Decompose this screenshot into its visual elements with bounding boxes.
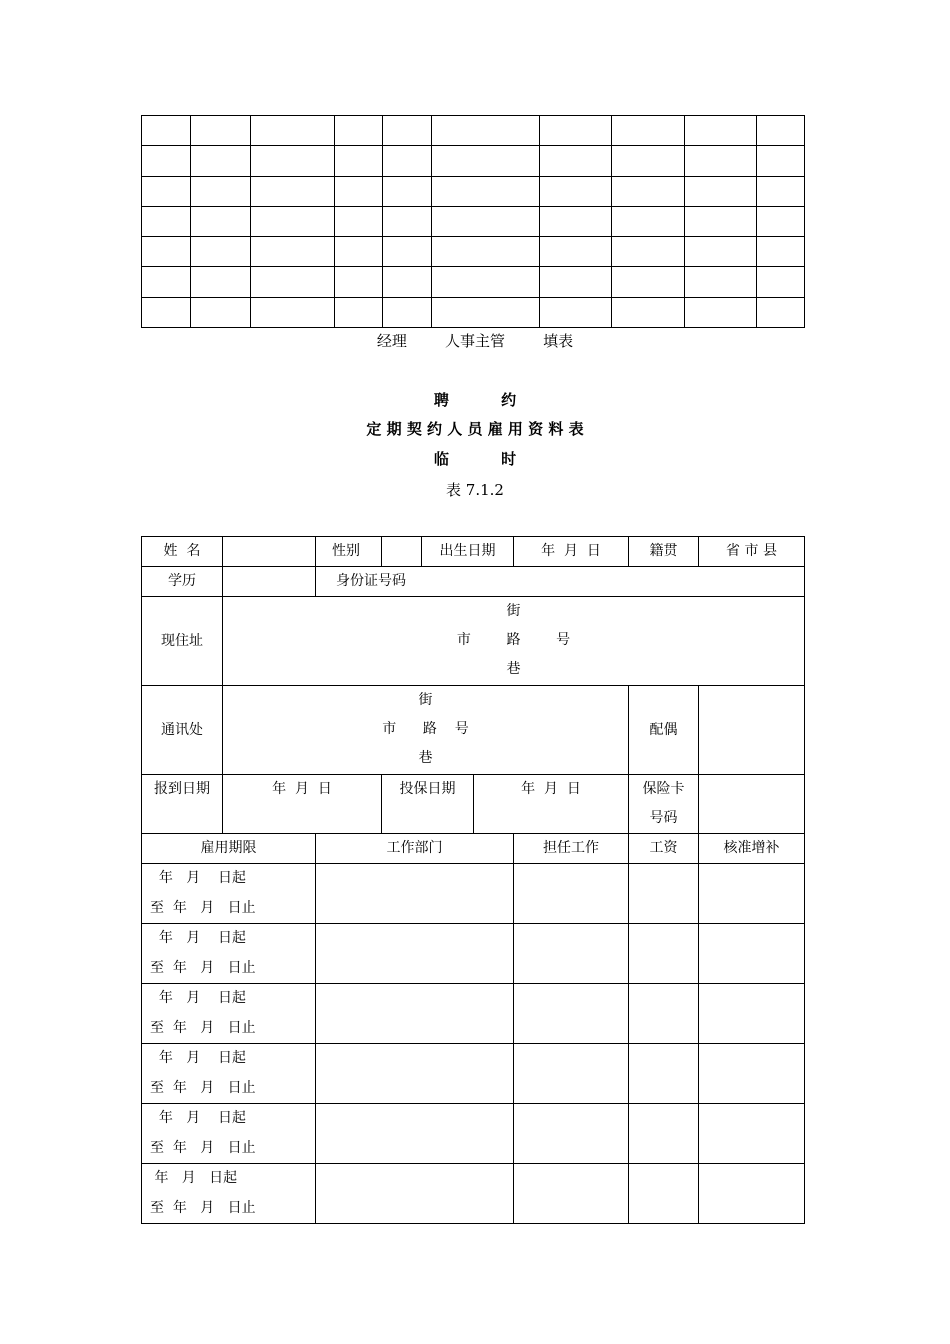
period-from: 年 月 日起: [150, 990, 247, 1006]
top-grid-cell[interactable]: [685, 176, 757, 206]
contact-street: 街: [418, 692, 433, 708]
top-grid-cell[interactable]: [383, 116, 432, 146]
top-grid-cell[interactable]: [685, 116, 757, 146]
contact-city-road: 市 路 号: [382, 721, 469, 737]
job-cell[interactable]: [514, 984, 629, 1044]
top-grid-cell[interactable]: [432, 146, 540, 176]
gender-label: 性别: [316, 537, 382, 567]
salary-cell[interactable]: [629, 1164, 699, 1224]
contact-lane: 巷: [418, 750, 433, 766]
insurance-card-label-line2: 号码: [649, 810, 678, 826]
department-cell[interactable]: [316, 924, 514, 984]
report-date-field[interactable]: 年 月 日: [223, 775, 382, 834]
native-place-field[interactable]: 省 市 县: [699, 537, 805, 567]
approval-cell[interactable]: [699, 1104, 805, 1164]
signature-line: 经理 人事主管 填表: [376, 332, 574, 350]
gender-field[interactable]: [382, 537, 422, 567]
salary-cell[interactable]: [629, 1044, 699, 1104]
top-grid-cell[interactable]: [142, 146, 191, 176]
department-cell[interactable]: [316, 864, 514, 924]
top-grid-cell[interactable]: [383, 176, 432, 206]
top-grid-cell[interactable]: [432, 116, 540, 146]
top-grid-cell[interactable]: [612, 237, 685, 267]
top-grid-cell[interactable]: [142, 267, 191, 297]
period-to: 至 年 月 日止: [150, 959, 256, 976]
top-grid-cell[interactable]: [383, 206, 432, 236]
department-cell[interactable]: [316, 1164, 514, 1224]
top-grid-cell[interactable]: [757, 237, 805, 267]
top-grid-cell[interactable]: [540, 237, 612, 267]
report-date-label: 报到日期: [142, 775, 223, 834]
top-grid-cell[interactable]: [383, 237, 432, 267]
address-lane: 巷: [506, 661, 521, 677]
address-label: 现住址: [142, 597, 223, 686]
period-to: 至 年 月 日止: [150, 1139, 256, 1156]
name-field[interactable]: [223, 537, 316, 567]
contact-label: 通讯处: [142, 686, 223, 775]
employment-period-row: [142, 924, 805, 984]
top-grid-cell[interactable]: [432, 267, 540, 297]
approval-header: 核准增补: [699, 834, 805, 864]
insure-date-field[interactable]: 年 月 日: [474, 775, 629, 834]
job-cell[interactable]: [514, 924, 629, 984]
top-grid-cell[interactable]: [335, 267, 383, 297]
top-grid-cell[interactable]: [685, 267, 757, 297]
top-grid-cell[interactable]: [540, 206, 612, 236]
top-grid-cell[interactable]: [191, 146, 251, 176]
job-header: 担任工作: [514, 834, 629, 864]
top-grid-table: [141, 115, 805, 328]
top-grid-cell[interactable]: [251, 237, 335, 267]
top-grid-row: [142, 176, 805, 206]
employment-period-row: [142, 864, 805, 924]
top-grid-cell[interactable]: [251, 206, 335, 236]
top-grid-cell[interactable]: [383, 146, 432, 176]
education-label: 学历: [142, 567, 223, 597]
approval-cell[interactable]: [699, 1044, 805, 1104]
period-to: 至 年 月 日止: [150, 1199, 256, 1216]
name-label: 姓 名: [142, 537, 223, 567]
top-grid-cell[interactable]: [335, 146, 383, 176]
period-from: 年 月 日起: [150, 1050, 247, 1066]
period-to: 至 年 月 日止: [150, 899, 256, 916]
top-grid-cell[interactable]: [191, 116, 251, 146]
top-grid-cell[interactable]: [540, 146, 612, 176]
birth-label: 出生日期: [422, 537, 514, 567]
period-to: 至 年 月 日止: [150, 1079, 256, 1096]
insurance-card-label-line1: 保险卡: [642, 781, 685, 797]
spouse-label: 配偶: [629, 686, 699, 775]
insure-date-label: 投保日期: [382, 775, 474, 834]
top-grid-cell[interactable]: [383, 267, 432, 297]
top-grid-cell[interactable]: [142, 116, 191, 146]
top-grid-cell[interactable]: [191, 237, 251, 267]
top-grid-cell[interactable]: [142, 206, 191, 236]
department-cell[interactable]: [316, 984, 514, 1044]
top-grid-cell[interactable]: [191, 267, 251, 297]
department-cell[interactable]: [316, 1044, 514, 1104]
top-grid-cell[interactable]: [612, 267, 685, 297]
spouse-field[interactable]: [699, 686, 805, 775]
top-grid-cell[interactable]: [612, 206, 685, 236]
address-street: 街: [506, 603, 521, 619]
salary-cell[interactable]: [629, 864, 699, 924]
top-grid-cell[interactable]: [335, 176, 383, 206]
period-cell[interactable]: [142, 984, 316, 1044]
top-grid-row: [142, 116, 805, 146]
period-from: 年 月 日起: [150, 1110, 247, 1126]
top-grid-cell[interactable]: [612, 297, 685, 327]
address-field[interactable]: [223, 597, 805, 686]
top-grid-cell[interactable]: [757, 206, 805, 236]
top-grid-cell[interactable]: [191, 297, 251, 327]
top-grid-cell[interactable]: [251, 116, 335, 146]
top-grid-cell[interactable]: [540, 116, 612, 146]
department-cell[interactable]: [316, 1104, 514, 1164]
period-cell[interactable]: [142, 1164, 316, 1224]
top-grid-row: [142, 267, 805, 297]
top-grid-cell[interactable]: [685, 297, 757, 327]
period-cell[interactable]: [142, 1044, 316, 1104]
salary-cell[interactable]: [629, 1104, 699, 1164]
top-grid-cell[interactable]: [757, 146, 805, 176]
top-grid-cell[interactable]: [335, 206, 383, 236]
top-grid-cell[interactable]: [191, 206, 251, 236]
top-grid-cell[interactable]: [142, 176, 191, 206]
title-line-2: 定 期 契 约 人 员 雇 用 资 料 表: [366, 420, 584, 438]
insurance-card-label: [629, 775, 699, 834]
approval-cell[interactable]: [699, 864, 805, 924]
period-from: 年 月 日起: [150, 930, 247, 946]
top-grid-cell[interactable]: [142, 237, 191, 267]
top-grid-row: [142, 297, 805, 327]
top-grid-cell[interactable]: [335, 297, 383, 327]
top-grid-cell[interactable]: [383, 297, 432, 327]
period-from: 年 月 日起: [150, 1170, 238, 1186]
top-grid-cell[interactable]: [432, 176, 540, 206]
top-grid-cell[interactable]: [612, 116, 685, 146]
salary-cell[interactable]: [629, 984, 699, 1044]
job-cell[interactable]: [514, 864, 629, 924]
top-grid-cell[interactable]: [757, 116, 805, 146]
period-to: 至 年 月 日止: [150, 1019, 256, 1036]
top-grid-cell[interactable]: [612, 146, 685, 176]
top-grid-cell[interactable]: [685, 237, 757, 267]
employment-form-table: [141, 536, 805, 1224]
top-grid-cell[interactable]: [432, 237, 540, 267]
education-field[interactable]: [223, 567, 316, 597]
salary-header: 工资: [629, 834, 699, 864]
employment-period-row: [142, 1104, 805, 1164]
insurance-card-field[interactable]: [699, 775, 805, 834]
top-grid-cell[interactable]: [685, 146, 757, 176]
top-grid-cell[interactable]: [251, 146, 335, 176]
salary-cell[interactable]: [629, 924, 699, 984]
top-grid-cell[interactable]: [335, 116, 383, 146]
job-cell[interactable]: [514, 1044, 629, 1104]
job-cell[interactable]: [514, 1164, 629, 1224]
top-grid-cell[interactable]: [335, 237, 383, 267]
title-line-3: 临 时: [433, 450, 517, 468]
approval-cell[interactable]: [699, 924, 805, 984]
top-grid-row: [142, 146, 805, 176]
period-header: 雇用期限: [142, 834, 316, 864]
top-grid-cell[interactable]: [540, 267, 612, 297]
period-cell[interactable]: [142, 864, 316, 924]
top-grid-cell[interactable]: [685, 206, 757, 236]
top-grid-row: [142, 206, 805, 236]
top-grid-cell[interactable]: [432, 297, 540, 327]
period-cell[interactable]: [142, 924, 316, 984]
table-number: 表 7.1.2: [446, 481, 504, 499]
top-grid-cell[interactable]: [612, 176, 685, 206]
top-grid-row: [142, 237, 805, 267]
top-grid-cell[interactable]: [757, 176, 805, 206]
contact-address-field[interactable]: [223, 686, 629, 775]
birth-date-field[interactable]: 年 月 日: [514, 537, 629, 567]
employment-period-row: [142, 984, 805, 1044]
title-line-1: 聘 约: [433, 391, 517, 409]
top-grid-cell[interactable]: [251, 176, 335, 206]
employment-period-row: [142, 1044, 805, 1104]
top-grid-cell[interactable]: [251, 297, 335, 327]
top-grid-cell[interactable]: [540, 297, 612, 327]
address-city-road: 市 路 号: [456, 632, 571, 648]
department-header: 工作部门: [316, 834, 514, 864]
top-grid-cell[interactable]: [757, 297, 805, 327]
top-grid-cell[interactable]: [540, 176, 612, 206]
id-number-field[interactable]: 身份证号码: [316, 567, 805, 597]
top-grid-cell[interactable]: [432, 206, 540, 236]
period-cell[interactable]: [142, 1104, 316, 1164]
approval-cell[interactable]: [699, 984, 805, 1044]
top-grid-cell[interactable]: [757, 267, 805, 297]
approval-cell[interactable]: [699, 1164, 805, 1224]
period-from: 年 月 日起: [150, 870, 247, 886]
top-grid-cell[interactable]: [191, 176, 251, 206]
top-grid-cell[interactable]: [251, 267, 335, 297]
top-grid-cell[interactable]: [142, 297, 191, 327]
job-cell[interactable]: [514, 1104, 629, 1164]
native-place-label: 籍贯: [629, 537, 699, 567]
employment-period-row: [142, 1164, 805, 1224]
